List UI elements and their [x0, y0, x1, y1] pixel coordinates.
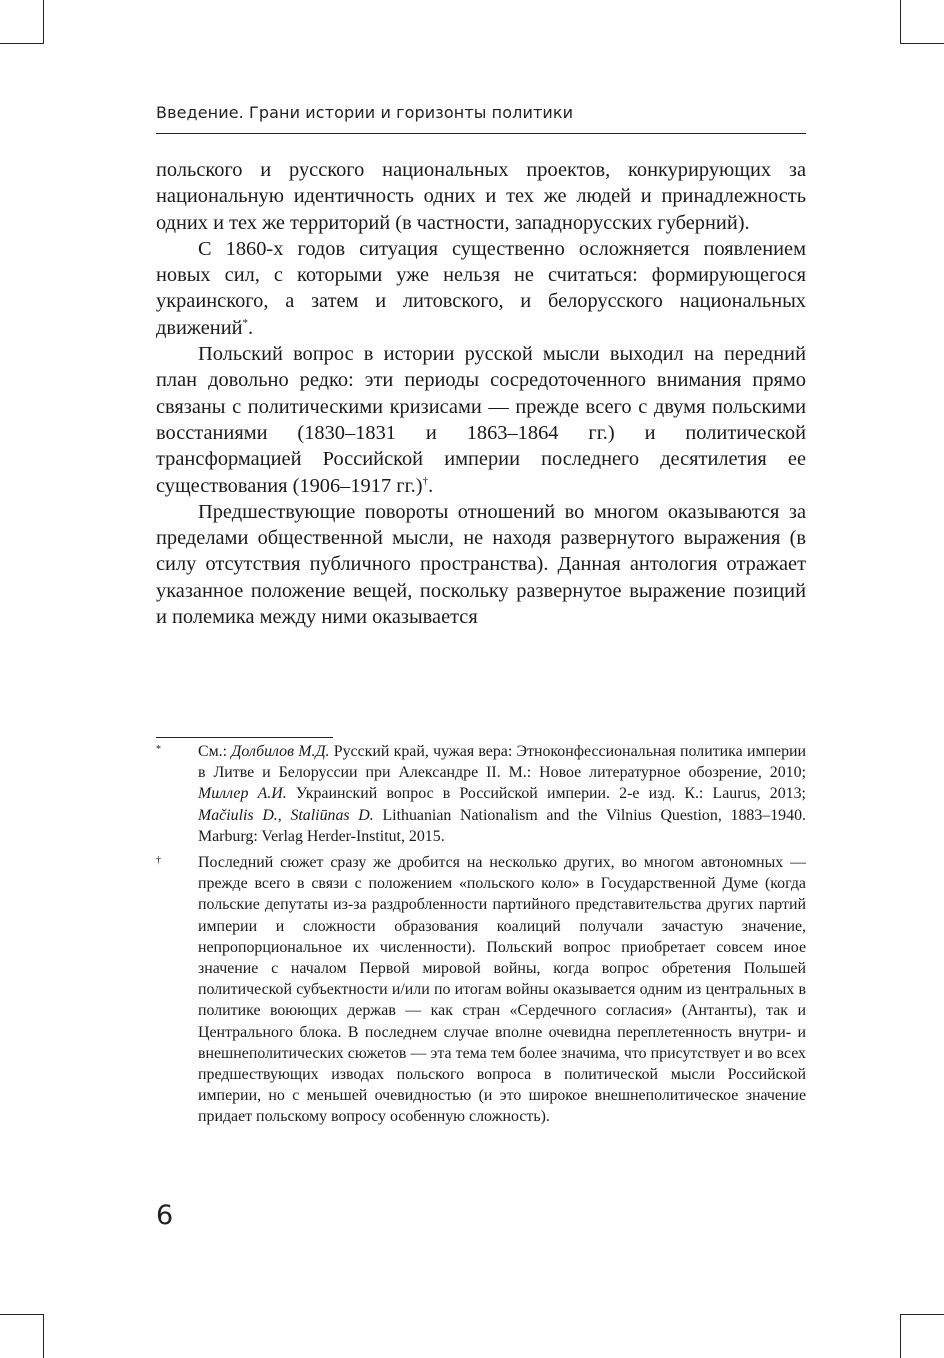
running-header: Введение. Грани истории и горизонты политики: [156, 103, 574, 122]
footnote-1: [156, 741, 806, 847]
footnote-mark: †: [156, 855, 161, 867]
footnote-text: Русский край, чужая вера: Этноконфессиональная политика империи в Литве и Белоруссии при Александре II. М.: Новое литературное обозрение, 2010;: [198, 743, 807, 782]
paragraph-text: С 1860-х годов ситуация существенно осложняется появлением новых сил, с которыми уже нельзя не считаться: формирующегося украинского, а затем и литовского, и белорусского национальных движений: [156, 237, 806, 339]
footnote-ref[interactable]: †: [422, 474, 429, 487]
crop-mark: [900, 1314, 901, 1358]
header-rule: [156, 133, 806, 134]
crop-mark: [900, 1314, 944, 1315]
footnote-text: Последний сюжет сразу же дробится на несколько других, во многом автономных — прежде всего в связи с положением «польского коло» в Государственной Думе (когда польские депутаты из-за раздробленности партийного представительства других партий империи и сложности образования коалиций получали зачастую значение, непропорциональное их численности). Польский вопрос приобретает совсем иное значение с началом Первой мировой войны, когда вопрос обретения Польшей политической субъектности и/или по итогам войны оказывается одним из центральных в политике воюющих держав — как стран «Сердечного согласия» (Антанты), так и Центрального блока. В последнем случае вполне очевидна переплетенность внутри- и внешнеполитических сюжетов — эта тема тем более значима, что присутствует и во всех предшествующих изводах польского вопроса в политической мысли Российской империи, но с меньшей очевидностью (и это широкое внешнеполитическое значение придает польскому вопросу особенную сложность).: [198, 854, 806, 1126]
crop-mark: [0, 43, 44, 44]
crop-mark: [900, 43, 944, 44]
author-name: Долбилов М.Д.: [231, 743, 330, 760]
footnote-2: [156, 852, 806, 1128]
paragraph-end: .: [248, 316, 254, 339]
author-name: Миллер А.И.: [198, 785, 287, 803]
paragraph: польского и русского национальных проектов, конкурирующих за национальную идентичность одних и тех же людей и принадлежность одних и тех же территорий (в частности, западнорусских губерний).: [156, 159, 806, 234]
author-name: Mačiulis D., Staliūnas D.: [198, 806, 374, 824]
paragraph: [156, 341, 806, 499]
footnote-rule: [156, 737, 333, 738]
footnote-text: Lithuanian Nationalism and the Vilnius Question, 1883–1940. Marburg: Verlag Herder-Institut, 2015.: [198, 806, 806, 845]
crop-mark: [900, 0, 901, 44]
page-number: 6: [156, 1200, 174, 1231]
footnote-text: Украинский вопрос в Российской империи. 2-е изд. К.: Laurus, 2013;: [286, 785, 806, 803]
paragraph-end: .: [428, 474, 434, 497]
main-text: [156, 157, 806, 630]
paragraph: [156, 236, 806, 341]
crop-mark: [43, 0, 44, 44]
footnotes: [156, 741, 806, 1133]
paragraph: Предшествующие повороты отношений во многом оказываются за пределами общественной мысли, не находя развернутого выражения (в силу отсутствия публичного пространства). Данная антология отражает указанное положение вещей, поскольку развернутое выражение позиций и полемика между ними оказывается: [156, 500, 806, 629]
crop-mark: [0, 1314, 44, 1315]
footnote-ref[interactable]: *: [242, 316, 249, 329]
footnote-text: См.:: [198, 743, 232, 760]
crop-mark: [43, 1314, 44, 1358]
footnote-mark: *: [156, 744, 161, 755]
paragraph-text: Польский вопрос в истории русской мысли выходил на передний план довольно редко: эти периоды сосредоточенного внимания прямо связаны с политическими кризисами — прежде всего с двумя польскими восстаниями (1830–1831 и 1863–1864 гг.) и политической трансформацией Российской империи последнего десятилетия ее существования (1906–1917 гг.): [156, 343, 806, 497]
